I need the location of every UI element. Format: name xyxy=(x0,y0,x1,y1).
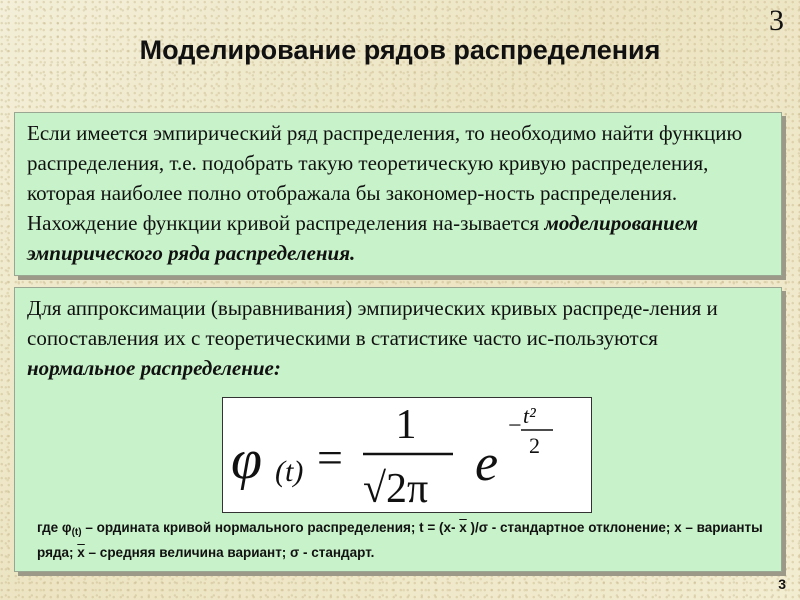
formula-denominator: √2π xyxy=(363,466,429,512)
legend-part4: – средняя величина вариант; σ - стандарт. xyxy=(84,545,375,560)
legend-subscript: (t) xyxy=(71,527,82,538)
formula-svg xyxy=(223,398,591,512)
legend-part2: – ордината кривой нормального распределения; t = (x- xyxy=(81,520,460,535)
slide-number-top: 3 xyxy=(769,4,784,37)
slide-number-bottom: 3 xyxy=(778,576,786,592)
normal-distribution-box xyxy=(14,287,782,572)
formula-legend xyxy=(37,518,767,563)
formula-numerator: 1 xyxy=(395,402,417,448)
legend-xbar-2: $\overline{x}$ xyxy=(77,545,85,560)
legend-xbar-1: $\overline{x}$ xyxy=(459,520,467,535)
approximation-text-plain: Для аппроксимации (выравнивания) эмпирических кривых распреде-ления и сопоставления их с теоретическими в статистике часто ис-пользуются xyxy=(27,296,718,350)
definition-box xyxy=(14,112,782,276)
definition-text xyxy=(27,118,769,268)
normal-distribution-formula xyxy=(222,397,592,513)
definition-emphasis: моделированием эмпирического ряда распределения. xyxy=(27,211,698,265)
formula-exponent-denominator: 2 xyxy=(529,433,540,458)
definition-text-plain: Если имеется эмпирический ряд распределения, то необходимо найти функцию распределения, т.е. подобрать такую теоретическую кривую распределения, которая наиболее полно отображала бы закономер-ность распределения. Нахождение функции кривой распределения на-зывается xyxy=(27,121,743,235)
legend-part3: )/σ - стандартное отклонение; x – варианты ряда; xyxy=(37,520,763,560)
approximation-text xyxy=(27,293,769,383)
slide-title: Моделирование рядов распределения xyxy=(139,35,661,65)
formula-exponent-sign: − xyxy=(508,413,522,439)
formula-exponent-numerator: t² xyxy=(523,403,536,428)
formula-phi-subscript: (t) xyxy=(275,455,304,488)
formula-equals: = xyxy=(317,432,343,483)
formula-phi: φ xyxy=(231,429,262,491)
approximation-emphasis: нормальное распределение: xyxy=(27,356,281,380)
formula-base-e: e xyxy=(475,435,499,492)
legend-part1: где φ xyxy=(37,520,72,535)
